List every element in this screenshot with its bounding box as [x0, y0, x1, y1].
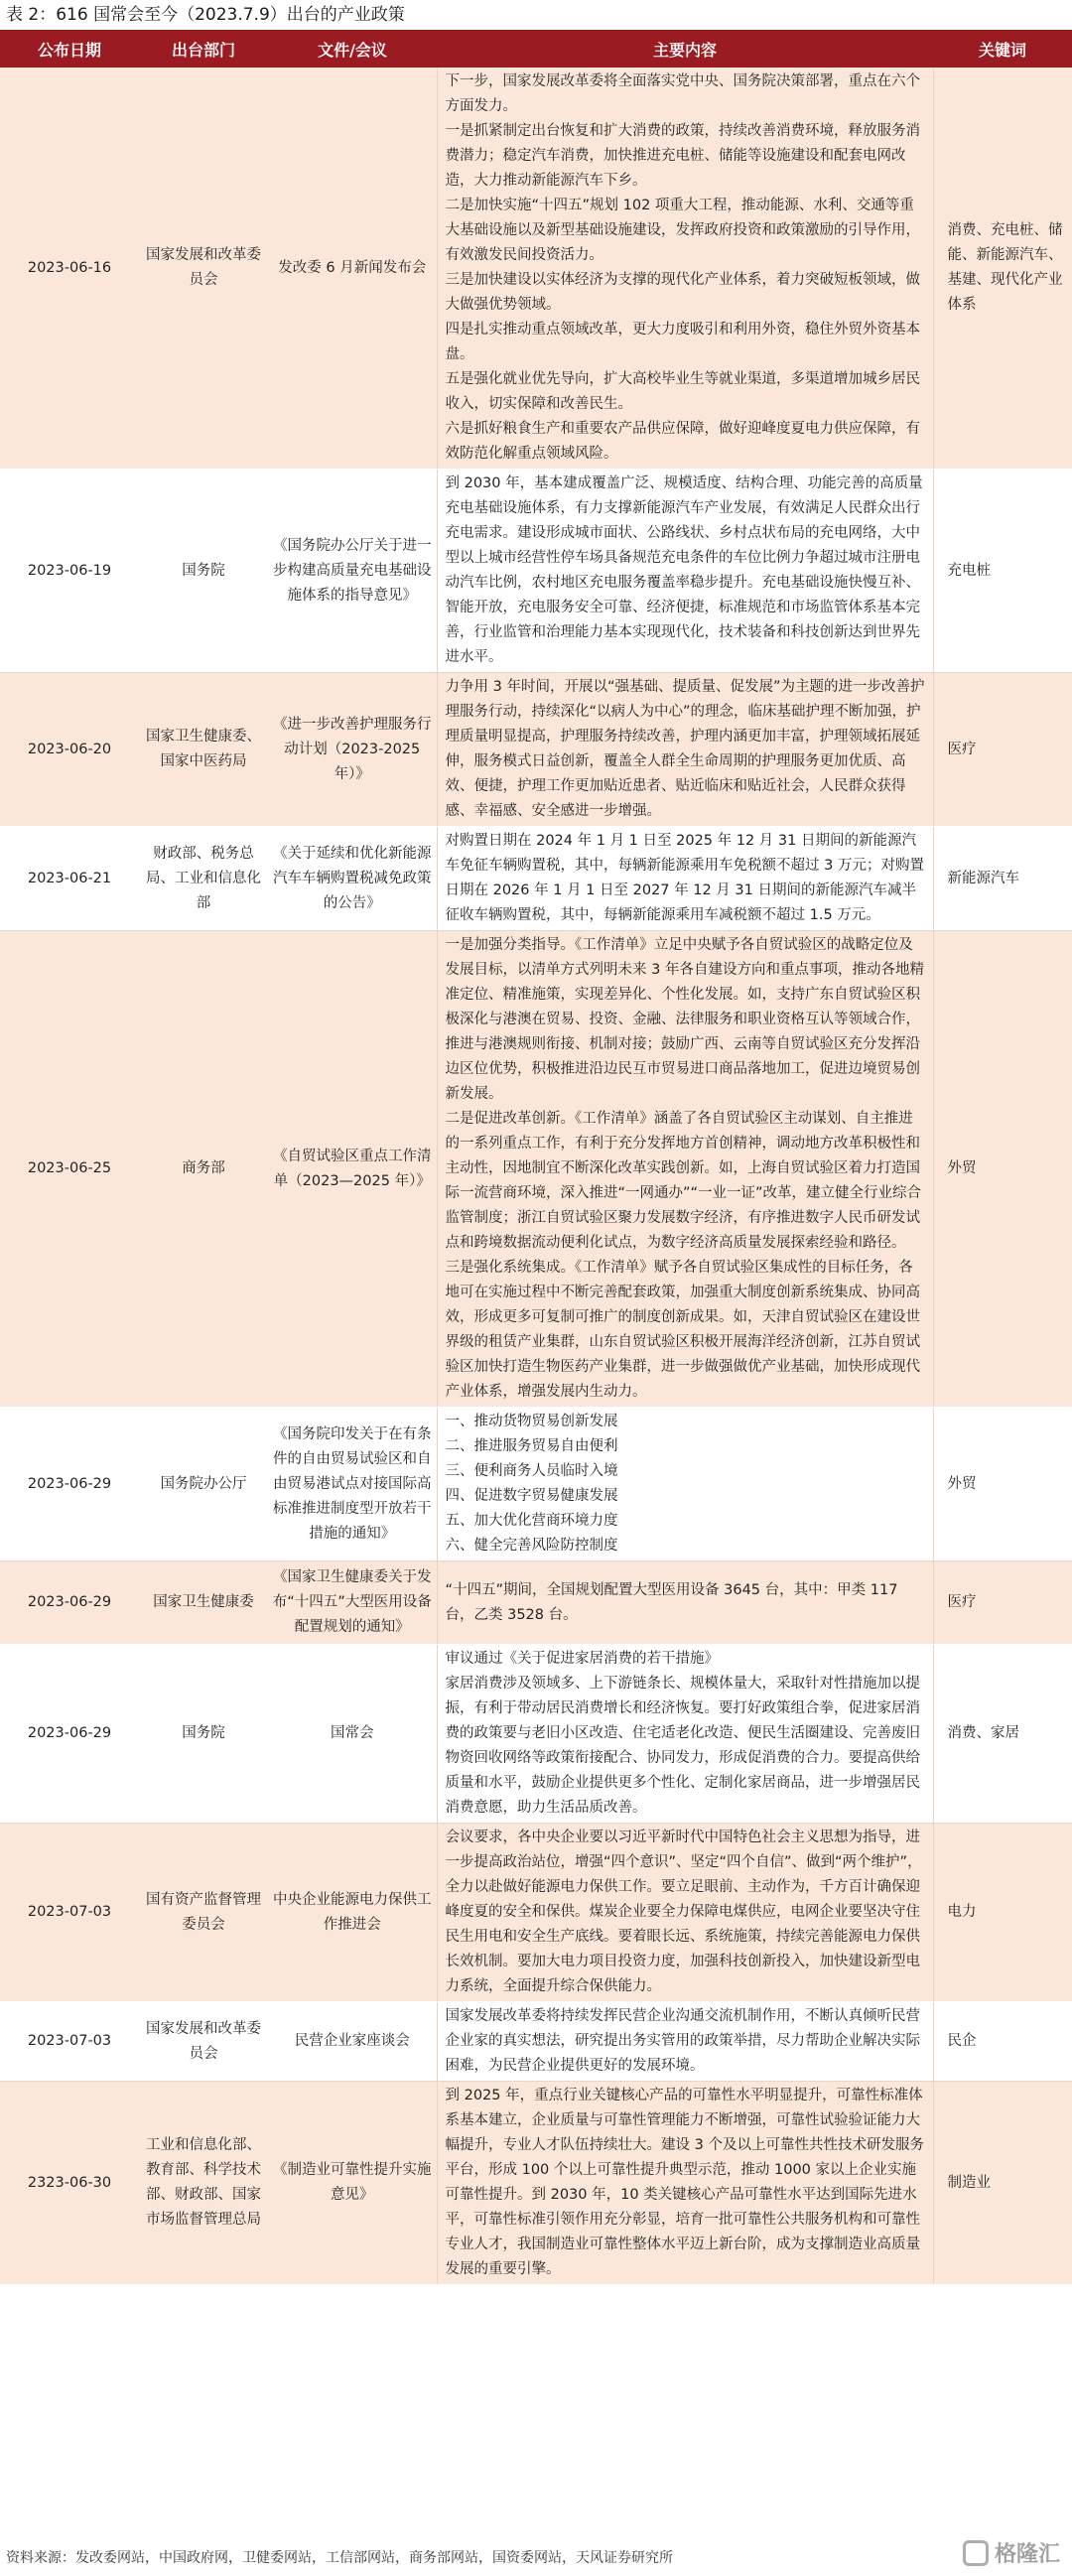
- cell-content: [437, 2002, 933, 2082]
- cell-content: [437, 68, 933, 470]
- cell-keywords: 制造业: [933, 2082, 1072, 2285]
- cell-document: 民营企业家座谈会: [268, 2002, 437, 2082]
- content-paragraph: 三是加快建设以实体经济为支撑的现代化产业体系，着力突破短板领域，做大做强优势领域。: [445, 272, 920, 313]
- content-paragraph: 六、健全完善风险防控制度: [445, 1538, 618, 1554]
- table-row: [0, 673, 1072, 827]
- cell-date: 2023-06-16: [0, 68, 139, 470]
- content-paragraph: 对购置日期在 2024 年 1 月 1 日至 2025 年 12 月 31 日期间的新能源汽车免征车辆购置税，其中，每辆新能源乘用车免税额不超过 3 万元；对购置日期在 2026 年 1 月 1 日至 2027 年 12 月 31 日期间的新能源汽车减半征收车辆购置税，其中，每辆新能源乘用车减税额不超过 1.5 万元。: [445, 833, 924, 923]
- cell-keywords: 电力: [933, 1824, 1072, 2002]
- cell-department: 国家发展和改革委员会: [139, 2002, 268, 2082]
- content-paragraph: 二是加快实施“十四五”规划 102 项重大工程，推动能源、水利、交通等重大基础设施以及新型基础设施建设，发挥政府投资和政策激励的引导作用，有效激发民间投资活力。: [445, 198, 920, 263]
- header-keywords: 关键词: [933, 30, 1072, 68]
- cell-content: [437, 827, 933, 931]
- cell-content: [437, 673, 933, 827]
- table-row: [0, 931, 1072, 1408]
- table-row: [0, 68, 1072, 470]
- cell-date: 2023-06-19: [0, 470, 139, 673]
- watermark: [963, 2537, 1060, 2568]
- content-paragraph: 五、加大优化营商环境力度: [445, 1513, 618, 1529]
- cell-date: 2023-06-29: [0, 1408, 139, 1561]
- content-paragraph: 六是抓好粮食生产和重要农产品供应保障，做好迎峰度夏电力供应保障，有效防范化解重点领域风险。: [445, 421, 920, 462]
- table-row: [0, 1408, 1072, 1561]
- cell-keywords: 医疗: [933, 673, 1072, 827]
- cell-department: 国务院: [139, 1645, 268, 1824]
- cell-keywords: 新能源汽车: [933, 827, 1072, 931]
- cell-date: 2023-06-25: [0, 931, 139, 1408]
- header-document: 文件/会议: [268, 30, 437, 68]
- cell-content: [437, 2082, 933, 2285]
- cell-date: 2023-07-03: [0, 2002, 139, 2082]
- cell-document: 《进一步改善护理服务行动计划（2023-2025 年）》: [268, 673, 437, 827]
- cell-keywords: 外贸: [933, 931, 1072, 1408]
- cell-document: 国常会: [268, 1645, 437, 1824]
- content-paragraph: 四、促进数字贸易健康发展: [445, 1488, 618, 1504]
- table-row: [0, 470, 1072, 673]
- content-paragraph: 到 2030 年，基本建成覆盖广泛、规模适度、结构合理、功能完善的高质量充电基础设施体系，有力支撑新能源汽车产业发展，有效满足人民群众出行充电需求。建设形成城市面状、公路线状、乡村点状布局的充电网络，大中型以上城市经营性停车场具备规范充电条件的车位比例力争超过城市注册电动汽车比例，农村地区充电服务覆盖率稳步提升。充电基础设施快慢互补、智能开放，充电服务安全可靠、经济便捷，标准规范和市场监管体系基本完善，行业监管和治理能力基本实现现代化，技术装备和科技创新达到世界先进水平。: [445, 475, 923, 665]
- watermark-text: 格隆汇: [994, 2542, 1060, 2567]
- cell-department: 国有资产监督管理委员会: [139, 1824, 268, 2002]
- table-row: [0, 2002, 1072, 2082]
- content-paragraph: 审议通过《关于促进家居消费的若干措施》: [445, 1651, 719, 1667]
- cell-keywords: 外贸: [933, 1408, 1072, 1561]
- cell-date: 2023-06-29: [0, 1645, 139, 1824]
- cell-document: 《自贸试验区重点工作清单（2023—2025 年）》: [268, 931, 437, 1408]
- cell-keywords: 消费、家居: [933, 1645, 1072, 1824]
- cell-department: 财政部、税务总局、工业和信息化部: [139, 827, 268, 931]
- cell-keywords: 消费、充电桩、储能、新能源汽车、基建、现代化产业体系: [933, 68, 1072, 470]
- policy-table: [0, 30, 1072, 2285]
- cell-department: 国家发展和改革委员会: [139, 68, 268, 470]
- source-note: 资料来源：发改委网站，中国政府网，卫健委网站，工信部网站，商务部网站，国资委网站，天风证券研究所: [6, 2550, 673, 2566]
- cell-content: [437, 470, 933, 673]
- table-row: [0, 2082, 1072, 2285]
- cell-document: 《国家卫生健康委关于发布“十四五”大型医用设备配置规划的通知》: [268, 1561, 437, 1645]
- cell-department: 国家卫生健康委、国家中医药局: [139, 673, 268, 827]
- content-paragraph: 三、便利商务人员临时入境: [445, 1463, 618, 1479]
- table-row: [0, 827, 1072, 931]
- table-row: [0, 1645, 1072, 1824]
- header-date: 公布日期: [0, 30, 139, 68]
- content-paragraph: 家居消费涉及领域多、上下游链条长、规模体量大，采取针对性措施加以提振，有利于带动居民消费增长和经济恢复。要打好政策组合拳，促进家居消费的政策要与老旧小区改造、住宅适老化改造、便民生活圈建设、完善废旧物资回收网络等政策衔接配合、协同发力，形成促消费的合力。要提高供给质量和水平，鼓励企业提供更多个性化、定制化家居商品，进一步增强居民消费意愿，助力生活品质改善。: [445, 1676, 920, 1816]
- content-paragraph: 力争用 3 年时间，开展以“强基础、提质量、促发展”为主题的进一步改善护理服务行动，持续深化“以病人为中心”的理念，临床基础护理不断加强，护理质量明显提高，护理服务持续改善，护理内涵更加丰富，护理领域拓展延伸，服务模式日益创新，覆盖全人群全生命周期的护理服务更加优质、高效、便捷，护理工作更加贴近患者、贴近临床和贴近社会，人民群众获得感、幸福感、安全感进一步增强。: [445, 679, 925, 819]
- cell-document: 《关于延续和优化新能源汽车车辆购置税减免政策的公告》: [268, 827, 437, 931]
- cell-date: 2023-06-20: [0, 673, 139, 827]
- content-paragraph: 国家发展改革委将持续发挥民营企业沟通交流机制作用，不断认真倾听民营企业家的真实想法，研究提出务实管用的政策举措，尽力帮助企业解决实际困难，为民营企业提供更好的发展环境。: [445, 2008, 920, 2074]
- content-paragraph: 会议要求，各中央企业要以习近平新时代中国特色社会主义思想为指导，进一步提高政治站位，增强“四个意识”、坚定“四个自信”、做到“两个维护”，全力以赴做好能源电力保供工作。要立足眼前、主动作为，千方百计确保迎峰度夏的安全和保供。煤炭企业要全力保障电煤供应，电网企业要坚决守住民生用电和安全生产底线。要着眼长远、系统施策，持续完善能源电力保供长效机制。要加大电力项目投资力度，加强科技创新投入，加快建设新型电力系统，全面提升综合保供能力。: [445, 1830, 922, 1994]
- content-paragraph: 一是加强分类指导。《工作清单》立足中央赋予各自贸试验区的战略定位及发展目标，以清单方式列明未来 3 年各自建设方向和重点事项，推动各地精准定位、精准施策，实现差异化、个性化发展。如，支持广东自贸试验区积极深化与港澳在贸易、投资、金融、法律服务和职业资格互认等领域合作，推进与港澳规则衔接、机制对接；鼓励广西、云南等自贸试验区充分发挥沿边区位优势，积极推进沿边民互市贸易进口商品落地加工，促进边境贸易创新发展。: [445, 937, 924, 1102]
- content-paragraph: “十四五”期间，全国规划配置大型医用设备 3645 台，其中：甲类 117 台，乙类 3528 台。: [445, 1581, 898, 1623]
- content-paragraph: 三是强化系统集成。《工作清单》赋予各自贸试验区集成性的目标任务，各地可在实施过程中不断完善配套政策，加强重大制度创新系统集成、协同高效，形成更多可复制可推广的制度创新成果。如，天津自贸试验区在建设世界级的租赁产业集群，山东自贸试验区积极开展海洋经济创新，江苏自贸试验区加快打造生物医药产业集群，进一步做强做优产业基础，加快形成现代产业体系，增强发展内生动力。: [445, 1260, 920, 1400]
- cell-content: [437, 1561, 933, 1645]
- watermark-logo-icon: [963, 2540, 989, 2566]
- cell-content: [437, 1645, 933, 1824]
- table-row: [0, 1824, 1072, 2002]
- header-department: 出台部门: [139, 30, 268, 68]
- cell-department: 国务院: [139, 470, 268, 673]
- table-title: 表 2：616 国常会至今（2023.7.9）出台的产业政策: [6, 5, 405, 25]
- content-paragraph: 二是促进改革创新。《工作清单》涵盖了各自贸试验区主动谋划、自主推进的一系列重点工作，有利于充分发挥地方首创精神，调动地方改革积极性和主动性，因地制宜不断深化改革实践创新。如，上海自贸试验区着力打造国际一流营商环境，深入推进“一网通办”“一业一证”改革，建立健全行业综合监管制度；浙江自贸试验区聚力发展数字经济，有序推进数字人民币研发试点和跨境数据流动便利化试点，为数字经济高质量发展探索经验和路径。: [445, 1111, 922, 1251]
- content-paragraph: 一、推动货物贸易创新发展: [445, 1414, 618, 1429]
- cell-date: 2023-06-29: [0, 1561, 139, 1645]
- cell-department: 国家卫生健康委: [139, 1561, 268, 1645]
- cell-keywords: 充电桩: [933, 470, 1072, 673]
- content-paragraph: 下一步，国家发展改革委将全面落实党中央、国务院决策部署，重点在六个方面发力。: [445, 73, 920, 114]
- cell-date: 2023-07-03: [0, 1824, 139, 2002]
- table-row: [0, 1561, 1072, 1645]
- content-paragraph: 二、推进服务贸易自由便利: [445, 1438, 618, 1454]
- content-paragraph: 一是抓紧制定出台恢复和扩大消费的政策，持续改善消费环境，释放服务消费潜力；稳定汽车消费，加快推进充电桩、储能等设施建设和配套电网改造，大力推动新能源汽车下乡。: [445, 123, 920, 189]
- cell-document: 《国务院印发关于在有条件的自由贸易试验区和自由贸易港试点对接国际高标准推进制度型开放若干措施的通知》: [268, 1408, 437, 1561]
- cell-department: 商务部: [139, 931, 268, 1408]
- cell-content: [437, 1408, 933, 1561]
- cell-document: 《制造业可靠性提升实施意见》: [268, 2082, 437, 2285]
- cell-keywords: 医疗: [933, 1561, 1072, 1645]
- cell-content: [437, 1824, 933, 2002]
- cell-department: 工业和信息化部、教育部、科学技术部、财政部、国家市场监督管理总局: [139, 2082, 268, 2285]
- cell-document: 发改委 6 月新闻发布会: [268, 68, 437, 470]
- content-paragraph: 四是扎实推动重点领域改革，更大力度吸引和利用外资，稳住外贸外资基本盘。: [445, 322, 920, 362]
- cell-content: [437, 931, 933, 1408]
- cell-document: 《国务院办公厅关于进一步构建高质量充电基础设施体系的指导意见》: [268, 470, 437, 673]
- table-header-row: [0, 30, 1072, 68]
- cell-document: 中央企业能源电力保供工作推进会: [268, 1824, 437, 2002]
- content-paragraph: 到 2025 年，重点行业关键核心产品的可靠性水平明显提升，可靠性标准体系基本建立，企业质量与可靠性管理能力不断增强，可靠性试验验证能力大幅提升，专业人才队伍持续壮大。建设 3 个及以上可靠性共性技术研发服务平台，形成 100 个以上可靠性提升典型示范，推动 1000 家以上企业实施可靠性提升。到 2030 年，10 类关键核心产品可靠性水平达到国际先进水平，可靠性标准引领作用充分彰显，培育一批可靠性公共服务机构和可靠性专业人才，我国制造业可靠性整体水平迈上新台阶，成为支撑制造业高质量发展的重要引擎。: [445, 2088, 924, 2277]
- header-content: 主要内容: [437, 30, 933, 68]
- content-paragraph: 五是强化就业优先导向，扩大高校毕业生等就业渠道，多渠道增加城乡居民收入，切实保障和改善民生。: [445, 371, 920, 412]
- cell-keywords: 民企: [933, 2002, 1072, 2082]
- cell-department: 国务院办公厅: [139, 1408, 268, 1561]
- cell-date: 2023-06-21: [0, 827, 139, 931]
- cell-date: 2323-06-30: [0, 2082, 139, 2285]
